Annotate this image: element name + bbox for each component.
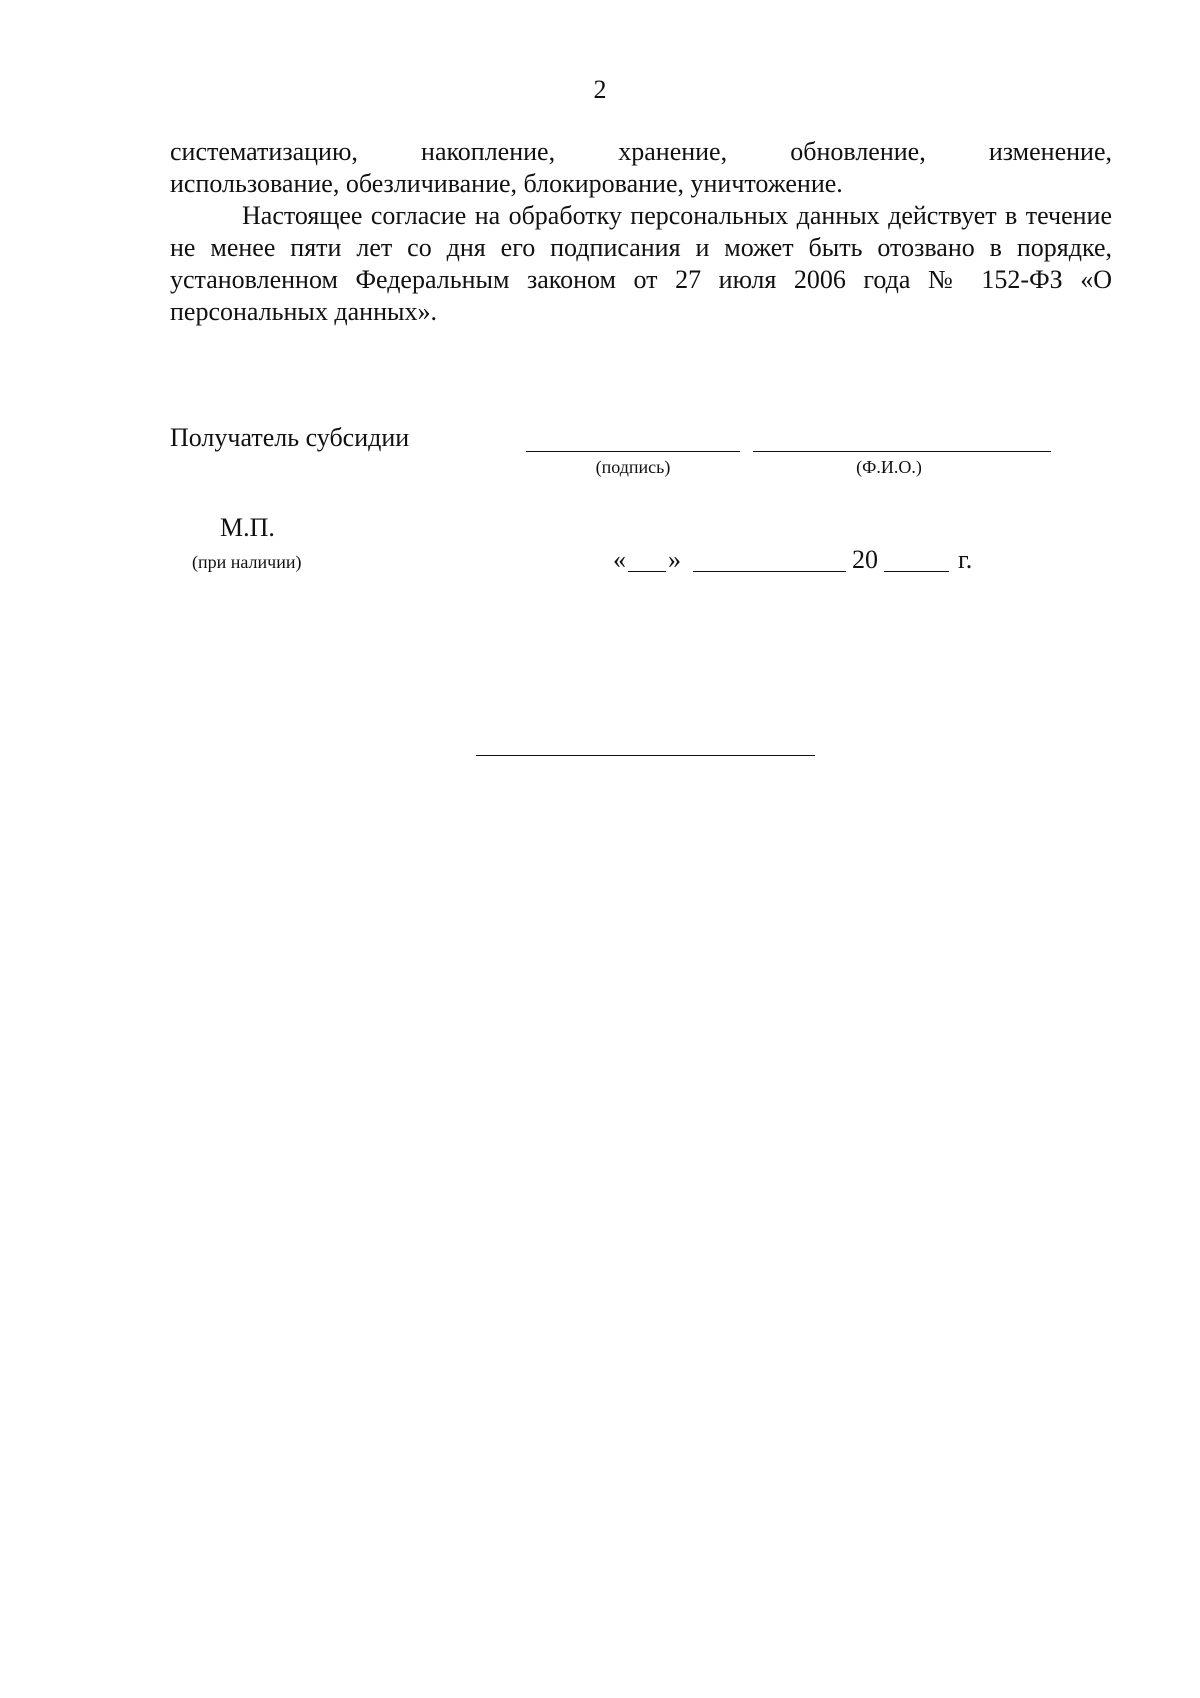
page-number: 2 [593,75,607,104]
date-day-line [628,571,666,572]
date-year-suffix: г. [958,545,973,574]
stamp-label: М.П. [220,513,275,542]
date-year-prefix: 20 [852,545,878,574]
body-text [170,136,1112,328]
recipient-label: Получатель субсидии [170,423,410,452]
fio-caption: (Ф.И.О.) [856,457,922,477]
date-month-line [693,571,846,572]
paragraph-line: систематизацию, накопление, хранение, обновление, изменение, [170,137,1112,166]
date-year-line [884,571,949,572]
date-quote-open: « [613,545,626,574]
paragraph-processing-actions [170,136,1112,200]
paragraph-line: использование, обезличивание, блокирование, уничтожение. [170,169,843,198]
signature-caption: (подпись) [595,457,671,477]
signature-line [526,451,740,452]
end-separator-line [476,755,815,756]
fio-line [753,451,1051,452]
stamp-note: (при наличии) [192,552,302,572]
paragraph-consent-validity: Настоящее согласие на обработку персональных данных действует в течение не менее пяти лет со дня его подписания и может быть отозвано в порядке, установленном Федеральным законом от 27 июля 2006 года № 152-ФЗ «О персональных данных». [170,201,1112,326]
date-quote-close: » [668,545,681,574]
